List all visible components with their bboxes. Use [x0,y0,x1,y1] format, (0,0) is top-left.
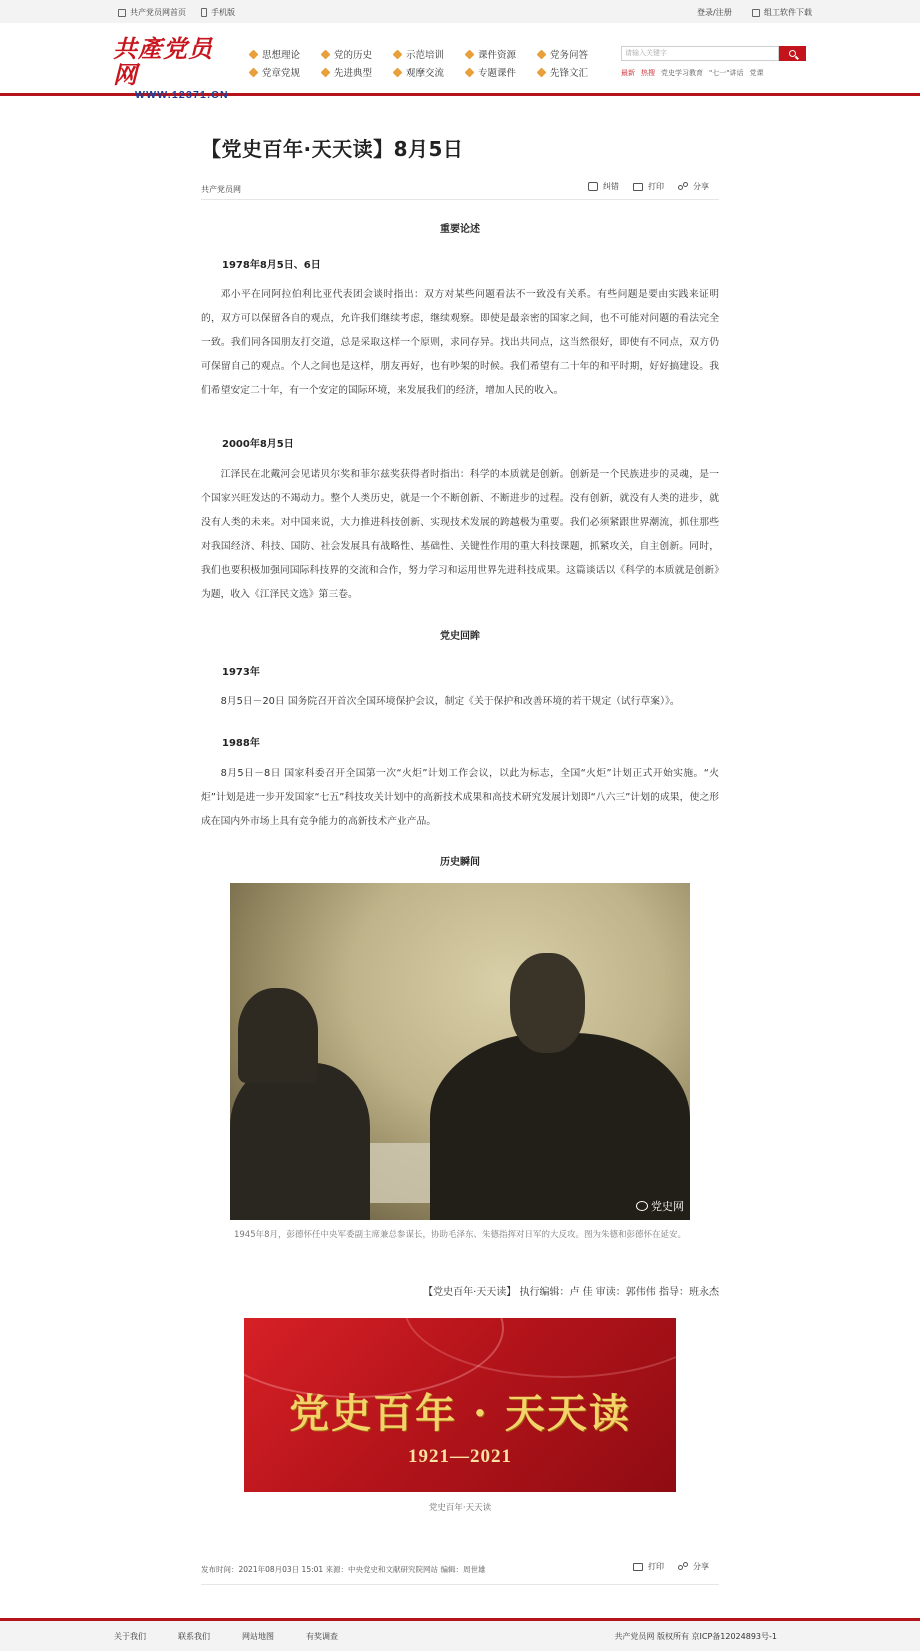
photo-caption: 1945年8月，彭德怀任中央军委副主席兼总参谋长，协助毛泽东、朱德指挥对日军的大反攻。图为朱德和彭德怀在延安。 [233,1230,687,1240]
printer-icon [633,183,643,191]
footer-links [114,1631,338,1642]
date-heading: 2000年8月5日 [222,439,294,450]
hot-item[interactable]: 党课 [749,69,764,77]
diamond-icon [321,49,331,59]
article-footer-meta [201,1561,719,1585]
diamond-icon [465,49,475,59]
article-source: 共产党员网 [201,185,241,194]
search-button[interactable] [779,46,806,61]
historical-photo [230,883,690,1220]
site-footer [0,1618,920,1651]
article-meta [201,184,719,200]
home-link[interactable]: 共产党员网首页 [118,7,186,18]
correct-button[interactable]: 纠错 [588,181,619,192]
nav-item-qa[interactable]: 党务问答 [538,47,588,61]
nav-item-theory[interactable]: 思想理论 [250,47,300,61]
column-banner [244,1318,676,1492]
printer-icon [633,1563,643,1571]
hot-item[interactable]: "七一"讲话 [709,69,744,77]
phone-icon [201,8,207,17]
hot-tab[interactable]: 热搜 [641,69,655,77]
download-link[interactable]: 组工软件下载 [752,7,812,18]
copyright: 共产党员网 版权所有 京ICP备12024893号-1 [614,1632,777,1641]
publish-info: 发布时间：2021年08月03日 15:01 来源：中央党史和文献研究院网站 编辑：周世雄 [201,1565,486,1574]
diamond-icon [249,67,259,77]
section-heading: 历史瞬间 [440,857,480,868]
banner-title: 党史百年 · 天天读 [289,1390,631,1437]
nav-item-courseware[interactable]: 课件资源 [466,47,516,61]
diamond-icon [321,67,331,77]
date-heading: 1978年8月5日、6日 [222,260,321,271]
nav-item-regulations[interactable]: 党章党规 [250,65,300,79]
share-icon [678,182,688,192]
hot-item[interactable]: 党史学习教育 [661,69,703,77]
mobile-link[interactable]: 手机版 [201,7,235,18]
nav-item-exchange[interactable]: 观摩交流 [394,65,444,79]
page-title: 【党史百年·天天读】8月5日 [201,137,464,161]
paragraph: 8月5日－8日 国家科委召开全国第一次“火炬”计划工作会议，以此为标志，全国“火炬”计划正式开始实施。“火炬”计划是进一步开发国家“七五”科技攻关计划中的高新技术成果和高技术研究发展计划即“八六三”计划的成果，使之形成在国内外市场上具有竞争能力的高新技术产业产品。 [201,768,719,827]
diamond-icon [393,49,403,59]
article-tools [588,181,709,192]
footer-link-sitemap[interactable]: 网站地图 [242,1632,274,1641]
section-heading: 重要论述 [440,224,480,235]
hot-keywords [621,68,763,78]
footer-link-survey[interactable]: 有奖调查 [306,1632,338,1641]
site-header [0,23,920,101]
search-input[interactable]: 请输入关键字 [621,46,779,61]
footer-link-contact[interactable]: 联系我们 [178,1632,210,1641]
share-icon [678,1562,688,1572]
editor-credits: 【党史百年·天天读】 执行编辑：卢 佳 审读：郭伟伟 指导：班永杰 [423,1287,719,1298]
footer-link-about[interactable]: 关于我们 [114,1632,146,1641]
logo-url: WWW.12371.CN [135,89,229,101]
logo-text: 共產党员网 [113,34,213,89]
print-button[interactable]: 打印 [633,181,664,192]
photo-watermark: 党史网 [636,1198,684,1214]
paragraph: 江泽民在北戴河会见诺贝尔奖和菲尔兹奖获得者时指出：科学的本质就是创新。创新是一个民族进步的灵魂，是一个国家兴旺发达的不竭动力。整个人类历史，就是一个不断创新、不断进步的过程。没有创新，就没有人类的进步，就没有人类的未来。对中国来说，大力推进科技创新、实现技术发展的跨越极为重要。我们必须紧跟世界潮流，抓住那些对我国经济、科技、国防、社会发展具有战略性、基础性、关键性作用的重大科技课题，抓紧攻关，自主创新。同时，我们也要积极加强同国际科技界的交流和合作，努力学习和运用世界先进科技成果。这篇谈话以《科学的本质就是创新》为题，收入《江泽民文选》第三卷。 [201,469,719,600]
share-button[interactable]: 分享 [678,181,709,192]
search-icon [789,50,796,57]
nav-item-models[interactable]: 先进典型 [322,65,372,79]
diamond-icon [537,49,547,59]
top-bar [0,0,920,23]
print-button[interactable]: 打印 [633,1561,664,1572]
weibo-icon [636,1201,648,1211]
edit-icon [588,182,598,191]
section-heading: 党史回眸 [440,631,480,642]
latest-tab[interactable]: 最新 [621,69,635,77]
nav-item-training[interactable]: 示范培训 [394,47,444,61]
home-icon [118,9,126,17]
banner-years: 1921—2021 [408,1446,512,1467]
nav-item-history[interactable]: 党的历史 [322,47,372,61]
paragraph: 8月5日－20日 国务院召开首次全国环境保护会议，制定《关于保护和改善环境的若干规定（试行草案）》。 [220,696,680,707]
date-heading: 1988年 [222,738,260,749]
nav-item-topics[interactable]: 专题课件 [466,65,516,79]
date-heading: 1973年 [222,667,260,678]
diamond-icon [465,67,475,77]
search-box [621,46,805,61]
site-logo[interactable] [113,34,233,101]
banner-caption: 党史百年·天天读 [428,1503,492,1513]
login-link[interactable]: 登录/注册 [697,8,732,17]
paragraph: 邓小平在同阿拉伯利比亚代表团会谈时指出：双方对某些问题看法不一致没有关系。有些问题是要由实践来证明的，双方可以保留各自的观点，允许我们继续考虑，继续观察。即使是最亲密的国家之间，也不可能对问题的看法完全一致。我们同各国朋友打交道，总是采取这样一个原则，求同存异。找出共同点，这当然很好，即使有不同点，双方仍可保留自己的观点。个人之间也是这样，朋友再好，也有吵架的时候。我们希望有二十年的和平时期，好好搞建设。我们希望安定二十年，有一个安定的国际环境，来发展我们的经济，增加人民的收入。 [201,289,719,396]
diamond-icon [537,67,547,77]
article-tools-bottom [633,1561,709,1572]
nav-item-pioneer[interactable]: 先锋文汇 [538,65,588,79]
diamond-icon [249,49,259,59]
diamond-icon [393,67,403,77]
share-button[interactable]: 分享 [678,1561,709,1572]
download-icon [752,9,760,17]
